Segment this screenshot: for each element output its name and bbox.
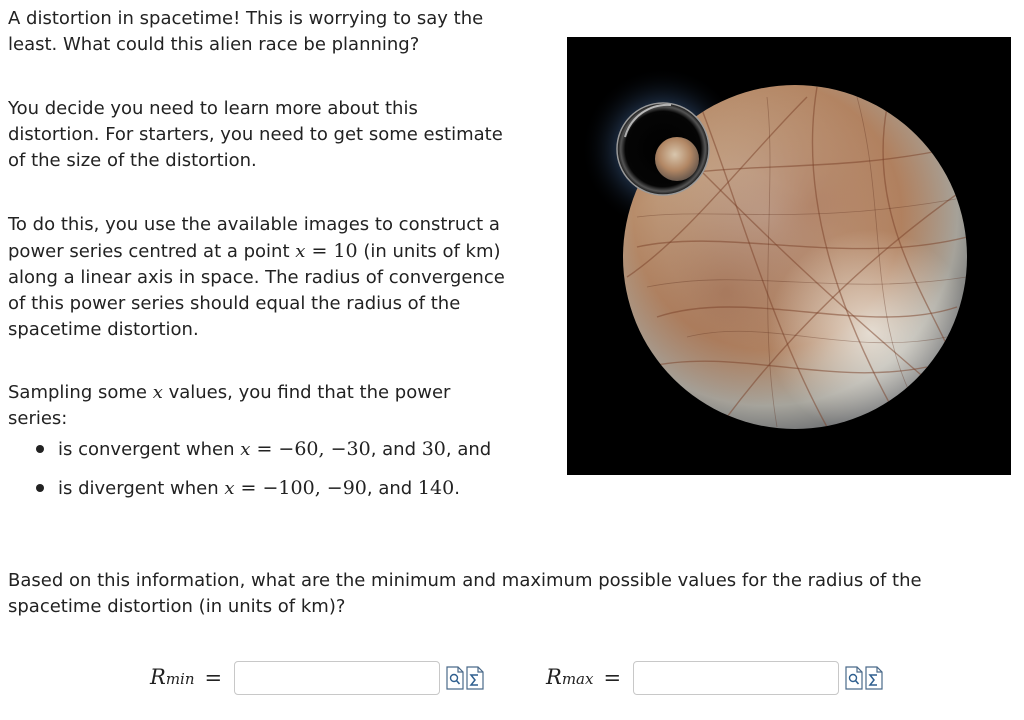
r-symbol: R xyxy=(546,665,562,689)
math-values: 30 xyxy=(421,438,446,460)
r-min-label xyxy=(150,664,195,692)
bullet-text: , and xyxy=(370,439,422,460)
sampling-text-before: Sampling some xyxy=(8,382,153,403)
r-max-input[interactable] xyxy=(633,661,839,695)
equals-sign: = xyxy=(603,666,622,690)
task-paragraph: You decide you need to learn more about this distortion. For starters, you need to get some estimate of the size of the distortion. xyxy=(8,98,503,171)
math-equals: = xyxy=(234,477,263,499)
answer-row-max xyxy=(546,660,883,696)
bullet-text: is divergent when xyxy=(58,478,225,499)
r-symbol: R xyxy=(150,665,166,689)
planet-image xyxy=(567,37,1011,475)
math-center-value: 10 xyxy=(333,240,358,262)
math-values: 140 xyxy=(417,477,455,499)
bullet-text: , and xyxy=(445,439,492,460)
bullet-text: , and xyxy=(366,478,418,499)
r-max-tools xyxy=(845,666,883,690)
list-item-convergent xyxy=(8,436,508,463)
formula-editor-icon[interactable] xyxy=(466,666,484,690)
sampling-text-after: values, you find that the power series: xyxy=(8,382,451,429)
bullet-text: is convergent when xyxy=(58,439,241,460)
preview-icon[interactable] xyxy=(845,666,863,690)
math-var-x: x xyxy=(240,439,251,460)
r-min-input[interactable] xyxy=(234,661,440,695)
preview-icon[interactable] xyxy=(446,666,464,690)
r-subscript: min xyxy=(165,670,195,688)
question-text: Based on this information, what are the minimum and maximum possible values for the radius of the spacetime distortion (in units of km)? xyxy=(8,570,922,617)
method-text-before: To do this, you use the available images to construct a power series centred at a point xyxy=(8,214,500,262)
r-max-label xyxy=(546,664,593,692)
answer-row-min xyxy=(150,660,484,696)
math-var-x: x xyxy=(152,382,163,403)
intro-paragraph: A distortion in spacetime! This is worrying to say the least. What could this alien race be planning? xyxy=(8,8,484,55)
math-var-x: x xyxy=(295,241,306,262)
math-equals: = xyxy=(305,240,334,262)
math-var-x: x xyxy=(224,478,235,499)
bullet-text: . xyxy=(454,478,460,499)
method-paragraph xyxy=(8,212,508,343)
math-values: −100, −90 xyxy=(262,477,367,499)
math-values: −60, −30 xyxy=(278,438,371,460)
r-subscript: max xyxy=(561,670,594,688)
sampling-paragraph xyxy=(8,380,508,432)
sample-results-list xyxy=(8,436,508,502)
list-item-divergent xyxy=(8,475,508,502)
formula-editor-icon[interactable] xyxy=(865,666,883,690)
math-equals: = xyxy=(250,438,279,460)
method-text-after: (in units of km) along a linear axis in space. The radius of convergence of this power series should equal the radius of the spacetime distortion. xyxy=(8,241,505,340)
planet-illustration xyxy=(567,37,1011,475)
r-min-tools xyxy=(446,666,484,690)
equals-sign: = xyxy=(204,666,223,690)
